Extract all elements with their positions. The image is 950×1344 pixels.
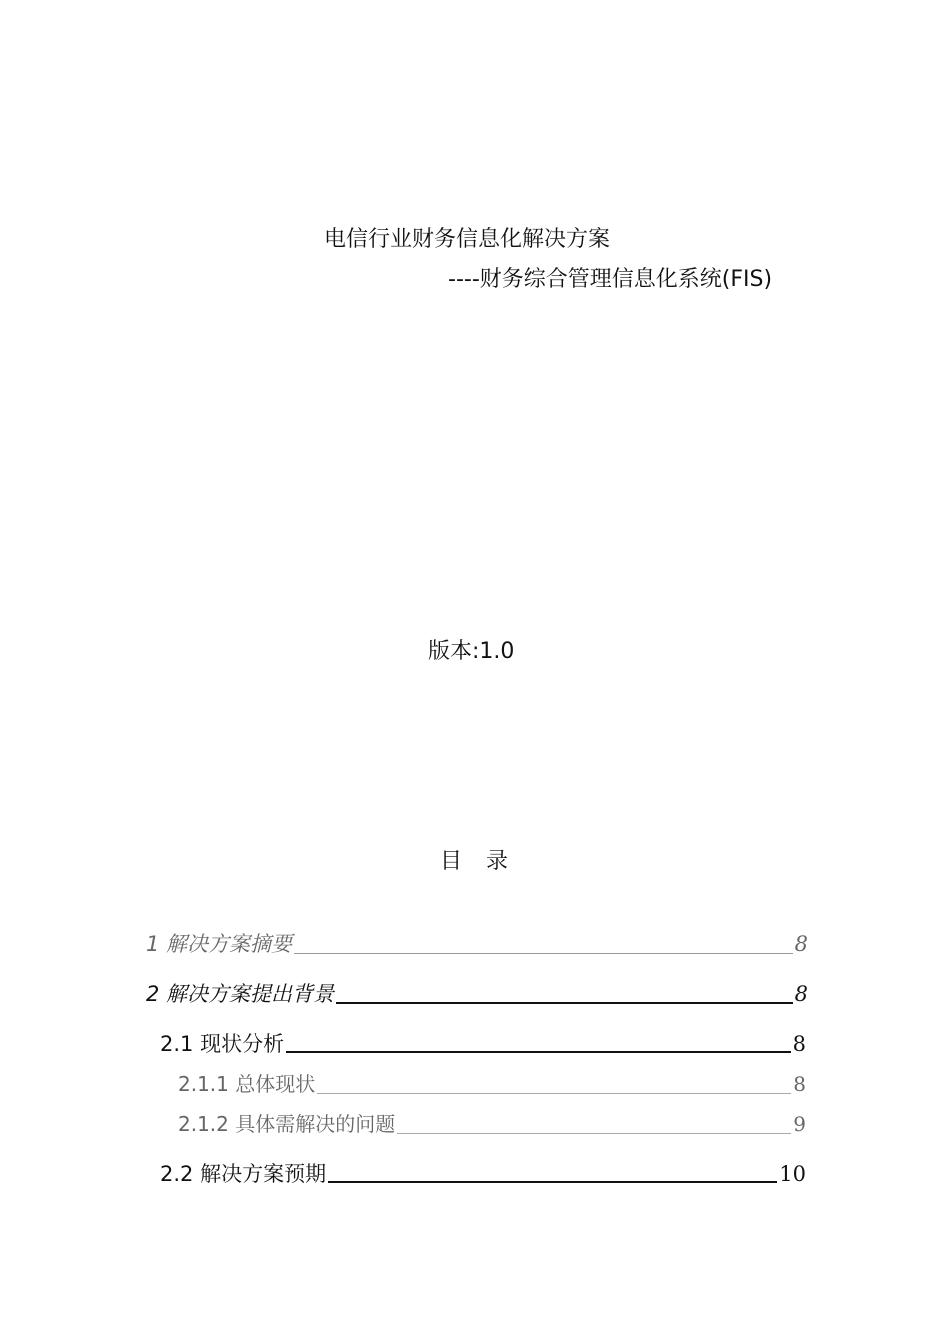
document-subtitle: ----财务综合管理信息化系统(FIS) — [448, 267, 773, 292]
toc-leader-line — [336, 1002, 793, 1004]
toc-entry-label: 2.1.1 总体现状 — [178, 1072, 316, 1096]
toc-entry-label: 2 解决方案提出背景 — [146, 982, 335, 1006]
toc-entry-label: 2.1.2 具体需解决的问题 — [178, 1112, 396, 1136]
toc-entry-page: 10 — [779, 1162, 806, 1186]
toc-heading — [440, 846, 508, 878]
toc-leader-line — [328, 1181, 777, 1183]
toc-heading-char-1: 目 — [440, 849, 463, 874]
toc-entry[interactable] — [178, 1070, 806, 1098]
toc-leader-line — [397, 1133, 791, 1134]
toc-entry-label: 2.2 解决方案预期 — [160, 1162, 327, 1186]
toc-entry-page: 8 — [793, 1072, 806, 1096]
document-title: 电信行业财务信息化解决方案 — [324, 227, 611, 252]
toc-heading-char-2: 录 — [486, 849, 509, 874]
toc-leader-line — [317, 1093, 791, 1094]
toc-entry-page: 9 — [793, 1112, 806, 1136]
toc-entry-page: 8 — [794, 932, 808, 956]
toc-entry-page: 8 — [792, 1032, 806, 1056]
toc-leader-line — [286, 1051, 791, 1053]
version-label: 版本:1.0 — [428, 639, 515, 664]
toc-entry[interactable] — [160, 1030, 806, 1058]
toc-entry[interactable] — [146, 980, 808, 1008]
toc-entry-page: 8 — [794, 982, 808, 1006]
toc-entry[interactable] — [178, 1110, 806, 1138]
toc-entry[interactable] — [146, 930, 808, 958]
toc-entry-label: 2.1 现状分析 — [160, 1032, 285, 1056]
toc-entry[interactable] — [160, 1160, 806, 1188]
toc-entry-label: 1 解决方案摘要 — [146, 932, 293, 956]
toc-leader-line — [294, 953, 793, 954]
